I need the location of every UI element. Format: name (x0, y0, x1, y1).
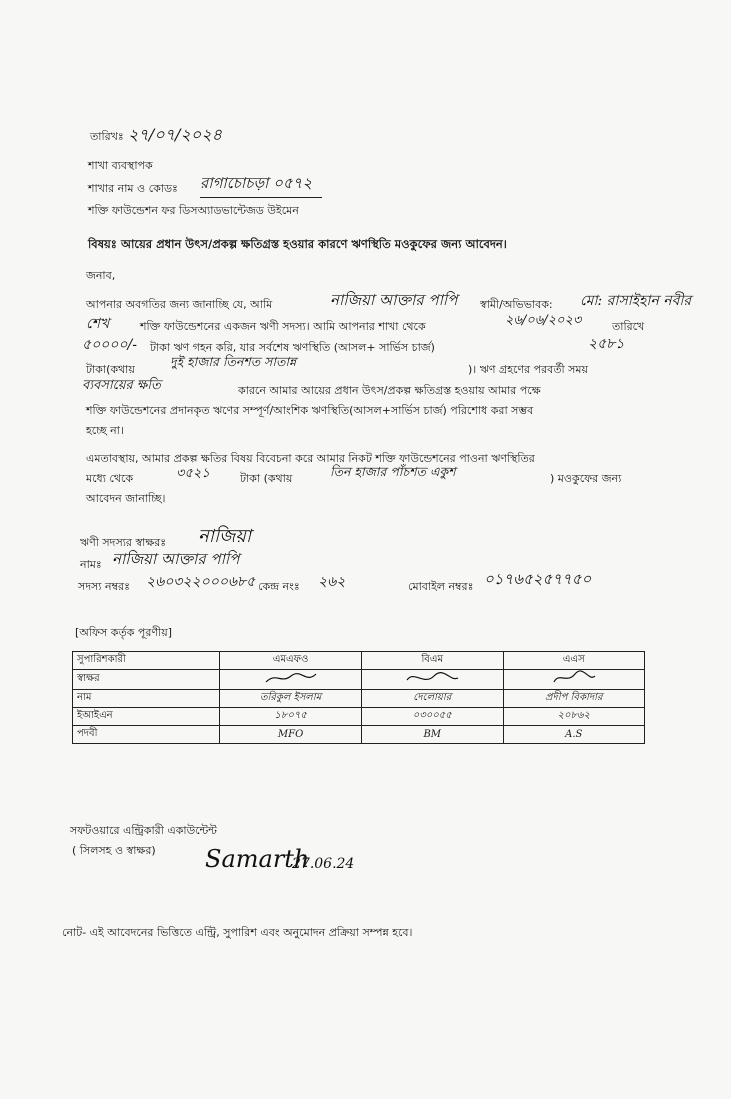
as-signature-scribble (549, 670, 599, 686)
member-name-label: নামঃ (80, 558, 102, 571)
para1-text1: আপনার অবগতির জন্য জানাচ্ছি যে, আমি (86, 298, 273, 311)
header-bm: বিএম (361, 652, 503, 670)
bm-signature-scribble (402, 670, 462, 686)
mfo-signature (220, 670, 362, 690)
member-id-handwritten: ২৬০৩২২০০০৬৮৫ (146, 574, 256, 590)
member-signature: নাজিয়া (198, 526, 252, 547)
member-name-handwritten: নাজিয়া আক্তার পাপি (112, 550, 240, 568)
accountant-seal-note: ( সিলসহ ও স্বাক্ষর) (72, 844, 156, 857)
branch-value: রাগাচোচড়া ০৫৭২ (200, 172, 322, 198)
as-name: প্রদীপ বিকাদার (503, 690, 644, 708)
as-designation: A.S (503, 726, 644, 744)
row-label: ইআইএন (73, 708, 220, 726)
waiver-words-handwritten: তিন হাজার পাঁচশত একুশ (330, 464, 456, 479)
branch-label: শাখার নাম ও কোডঃ (88, 182, 178, 195)
bm-ein: ০৩০০৫৫ (361, 708, 503, 726)
row-label: স্বাক্ষর (73, 670, 220, 690)
mobile-number-handwritten: ০১৭৬৫২৫৭৭৫০ (484, 570, 592, 588)
bm-name: দেলোয়ার (361, 690, 503, 708)
para2-text4: ) মওকুফের জন্য (550, 472, 622, 485)
header-as: এএস (503, 652, 644, 670)
para2-text2: মধ্যে থেকে (86, 472, 134, 485)
husband-name-handwritten: মো: রাসাইহান নবীর (580, 293, 692, 309)
para1-text6: টাকা(কথায় (86, 363, 135, 376)
table-header-row (73, 652, 645, 670)
reason-handwritten: ব্যবসায়ের ক্ষতি (82, 378, 161, 393)
para1-text10: হচ্ছে না। (86, 424, 124, 437)
mfo-signature-scribble (261, 670, 321, 686)
para1-text5: টাকা ঋণ গহন করি, যার সর্বশেষ ঋণস্থিতি (আসল+ সার্ভিস চার্জ) (150, 341, 435, 354)
row-label: পদবী (73, 726, 220, 744)
balance-words-handwritten: দুই হাজার তিনশত সাতান্ন (170, 354, 297, 369)
table-row-designation (73, 726, 645, 744)
header-mfo: এমএফও (220, 652, 362, 670)
para1-text7: )। ঋণ গ্রহণের পরবর্তী সময় (468, 363, 588, 376)
member-id-label: সদস্য নম্বরঃ (78, 580, 130, 593)
para2-text1: এমতাবস্থায়, আমার প্রকল্প ক্ষতির বিষয় বিবেচনা করে আমার নিকট শক্তি ফাউন্ডেশনের পাওনা ঋণস্থিতির (86, 452, 535, 465)
date-label: তারিখঃ (90, 130, 124, 143)
center-number-handwritten: ২৬২ (318, 574, 346, 590)
accountant-signature: Samarth (205, 845, 310, 873)
husband-name-handwritten-2: শেখ (86, 316, 110, 332)
mfo-name: তরিকুল ইসলাম (220, 690, 362, 708)
loan-amount-handwritten: ৫০০০০/- (82, 337, 137, 353)
accountant-signature-date: 27.06.24 (292, 856, 355, 872)
mfo-designation: MFO (220, 726, 362, 744)
as-ein: ২০৮৬২ (503, 708, 644, 726)
para2-text5: আবেদন জানাচ্ছি। (86, 492, 166, 505)
office-use-label: [অফিস কর্তৃক পূরণীয়] (75, 626, 172, 639)
waiver-amount-handwritten: ৩৫২১ (176, 466, 210, 481)
footer-note: নোট- এই আবেদনের ভিত্তিতে এন্ট্রি, সুপারিশ এবং অনুমোদন প্রক্রিয়া সম্পন্ন হবে। (62, 926, 413, 939)
para1-text2: স্বামী/অভিভাবক: (480, 298, 553, 311)
recommendation-table (72, 651, 645, 744)
header-recommender: সুপারিশকারী (73, 652, 220, 670)
member-signature-label: ঋণী সদস্যর স্বাক্ষরঃ (80, 536, 167, 549)
bm-designation: BM (361, 726, 503, 744)
para1-text9: শক্তি ফাউন্ডেশনের প্রদানকৃত ঋণের সম্পূর্ণ/আংশিক ঋণস্থিতি(আসল+সার্ভিস চার্জ) পরিশোধ করা সম্ভব (86, 404, 534, 417)
as-signature (503, 670, 644, 690)
mfo-ein: ১৮০৭৫ (220, 708, 362, 726)
loan-date-handwritten: ২৬/০৬/২০২৩ (505, 313, 582, 328)
organization-name: শক্তি ফাউন্ডেশন ফর ডিসঅ্যাডভান্টেজড উইমেন (88, 204, 299, 217)
para1-text3: শক্তি ফাউন্ডেশনের একজন ঋণী সদস্য। আমি আপনার শাখা থেকে (140, 320, 426, 333)
date-value: ২৭/০৭/২০২৪ (128, 125, 222, 144)
accountant-title: সফটওয়ারে এন্ট্রিকারী একাউন্টেন্ট (70, 824, 217, 837)
para1-text4: তারিখে (612, 320, 645, 333)
para2-text3: টাকা (কথায় (240, 472, 293, 485)
salutation: জনাব, (86, 269, 116, 282)
table-row-ein (73, 708, 645, 726)
table-row-signature (73, 670, 645, 690)
mobile-label: মোবাইল নম্বরঃ (408, 580, 474, 593)
applicant-name-handwritten: নাজিয়া আক্তার পাপি (330, 291, 458, 309)
recipient-title: শাখা ব্যবস্থাপক (88, 159, 153, 172)
subject: বিষয়ঃ আয়ের প্রধান উৎস/প্রকল্প ক্ষতিগ্রস্ত হওয়ার কারণে ঋণস্থিতি মওকুফের জন্য আবেদন। (88, 237, 507, 251)
bm-signature (361, 670, 503, 690)
para1-text8: কারনে আমার আয়ের প্রধান উৎস/প্রকল্প ক্ষতিগ্রস্ত হওয়ায় আমার পক্ষে (238, 384, 541, 397)
row-label: নাম (73, 690, 220, 708)
table-row-name (73, 690, 645, 708)
balance-handwritten: ২৫৮১ (588, 336, 625, 352)
center-label: কেন্দ্র নংঃ (258, 580, 300, 593)
